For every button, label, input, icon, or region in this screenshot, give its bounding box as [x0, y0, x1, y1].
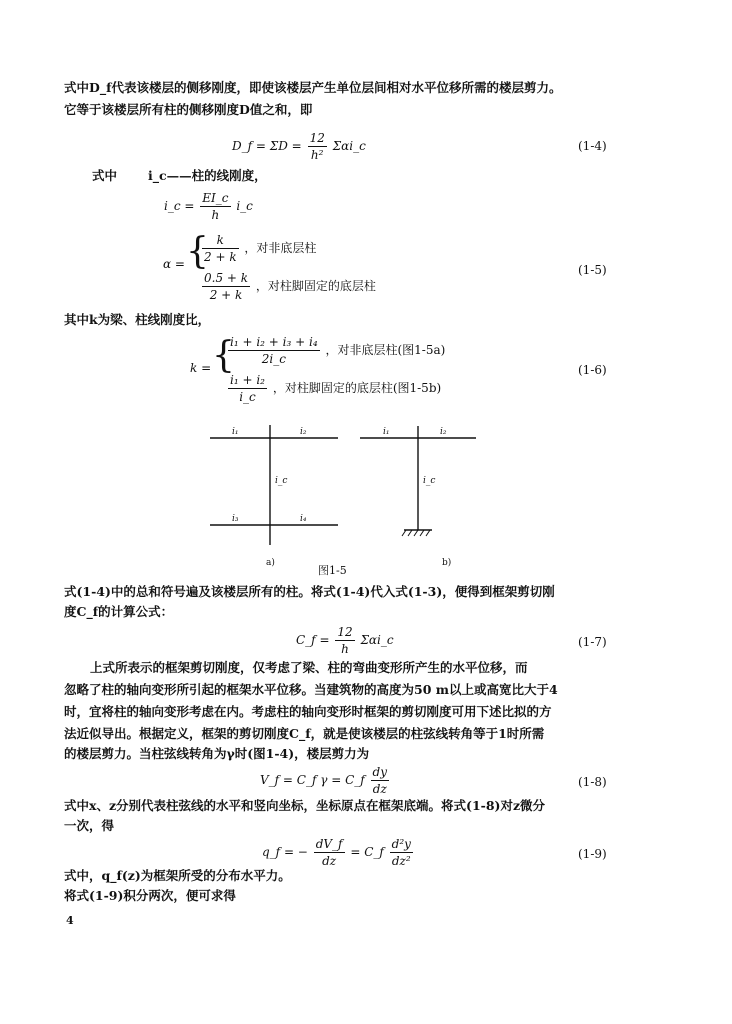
- fig-a-label-i1: i₁: [232, 427, 239, 437]
- equation-ic: [164, 190, 253, 223]
- paragraph-3-line-1: 上式所表示的框架剪切刚度，仅考虑了梁、柱的弯曲变形所产生的水平位移，而: [90, 660, 528, 675]
- paragraph-4-line-2: 一次，得: [64, 818, 115, 833]
- eq19-mid: = C_f: [350, 845, 384, 859]
- eq14-fraction: [308, 130, 327, 163]
- eq19-denominator-2: dz²: [391, 854, 411, 868]
- equation-number-1-7: (1-7): [578, 635, 607, 649]
- k-case-1: [226, 334, 445, 367]
- alpha2-numerator: 0.5 + k: [204, 271, 249, 285]
- alpha1-denominator: 2 + k: [204, 250, 237, 264]
- k-definition: 其中k为梁、柱线刚度比，: [64, 312, 211, 327]
- k-lhs: k =: [190, 361, 212, 375]
- alpha2-fraction: [202, 270, 250, 303]
- alpha-brace: {: [186, 231, 209, 272]
- alpha-lhs: α =: [163, 257, 185, 271]
- eq18-denominator: dz: [372, 782, 387, 796]
- fig-a-label-ic: i_c: [275, 476, 288, 486]
- equation-number-1-4: (1-4): [578, 139, 607, 153]
- eq14-denominator: h²: [310, 148, 324, 162]
- ic-definition: i_c——柱的线刚度，: [148, 168, 267, 183]
- equation-1-9: [262, 836, 415, 869]
- fig-b-label-i1: i₁: [383, 427, 390, 437]
- paragraph-3-line-5: 的楼层剪力。当柱弦线转角为γ时(图1-4)，楼层剪力为: [64, 746, 370, 761]
- eq17-fraction: [335, 624, 354, 657]
- fig-b-sublabel: b): [442, 558, 452, 568]
- eq19-denominator-1: dz: [322, 854, 337, 868]
- fig-b-label-ic: i_c: [423, 476, 436, 486]
- ic-numerator: EI_c: [202, 191, 229, 205]
- ic-fraction: [200, 190, 230, 223]
- alpha2-denominator: 2 + k: [209, 288, 243, 302]
- equation-number-1-9: (1-9): [578, 847, 607, 861]
- k1-fraction: [228, 334, 320, 367]
- eq14-numerator: 12: [309, 131, 325, 145]
- k1-numerator: i₁ + i₂ + i₃ + i₄: [230, 335, 318, 349]
- equation-number-1-5: (1-5): [578, 263, 607, 277]
- eq18-lhs: V_f = C_f γ = C_f: [260, 773, 365, 787]
- equation-1-8: [260, 764, 391, 797]
- paragraph-4-line-1: 式中x、z分别代表柱弦线的水平和竖向坐标，坐标原点在框架底端。将式(1-8)对z微分: [64, 798, 546, 813]
- ic-lhs: i_c =: [164, 199, 195, 213]
- eq18-numerator: dy: [372, 765, 388, 779]
- fig-a-label-i4: i₄: [300, 514, 307, 524]
- alpha1-condition: ，对非底层柱: [244, 241, 317, 255]
- fig-b-fixed-hatch: [402, 530, 430, 536]
- figure-caption: 图1-5: [318, 564, 347, 577]
- k2-condition: ，对柱脚固定的底层柱(图1-5b): [272, 381, 442, 395]
- alpha1-numerator: k: [202, 232, 239, 249]
- equation-number-1-6: (1-6): [578, 363, 607, 377]
- equation-number-1-8: (1-8): [578, 775, 607, 789]
- k1-condition: ，对非底层柱(图1-5a): [325, 343, 446, 357]
- k-case-2: [226, 372, 441, 405]
- ic-rhs: i_c: [236, 199, 253, 213]
- fig-b-label-i2: i₂: [440, 427, 447, 437]
- where-label: 式中: [92, 168, 118, 183]
- eq19-fraction-2: [390, 836, 413, 869]
- ic-denominator: h: [211, 208, 220, 222]
- paragraph-5-line-1: 式中，q_f(z)为框架所受的分布水平力。: [64, 868, 291, 883]
- paragraph-3-line-2: 忽略了柱的轴向变形所引起的框架水平位移。当建筑物的高度为50 m以上或高宽比大于4: [64, 682, 558, 697]
- fig-a-sublabel: a): [266, 558, 275, 568]
- k2-denominator: i_c: [239, 390, 256, 404]
- eq18-fraction: [371, 764, 389, 797]
- equation-1-4: [232, 130, 366, 163]
- eq19-fraction-1: [314, 836, 345, 869]
- eq14-rhs: Σαi_c: [332, 139, 366, 153]
- k1-denominator: 2i_c: [261, 352, 286, 366]
- paragraph-2-line-1: 式(1-4)中的总和符号遍及该楼层所有的柱。将式(1-4)代入式(1-3)，便得到框架剪切刚: [64, 584, 555, 599]
- paragraph-1-line-1: 式中D_f代表该楼层的侧移刚度，即使该楼层产生单位层间相对水平位移所需的楼层剪力。: [64, 80, 562, 95]
- equation-1-7: [296, 624, 394, 657]
- fig-a-label-i2: i₂: [300, 427, 307, 437]
- eq14-lhs: D_f = ΣD =: [232, 139, 302, 153]
- eq19-numerator-2: d²y: [391, 837, 411, 851]
- paragraph-2-line-2: 度C_f的计算公式：: [64, 604, 174, 619]
- alpha-case-2: [200, 270, 376, 303]
- alpha-case-1: [200, 232, 316, 265]
- paragraph-3-line-3: 时，宜将柱的轴向变形考虑在内。考虑柱的轴向变形时框架的剪切刚度可用下述比拟的方: [64, 704, 552, 719]
- eq17-rhs: Σαi_c: [360, 633, 394, 647]
- alpha1-fraction: [202, 232, 239, 265]
- alpha2-condition: ，对柱脚固定的底层柱: [255, 279, 376, 293]
- fig-a-label-i3: i₃: [232, 514, 239, 524]
- eq19-lhs: q_f = −: [262, 845, 308, 859]
- eq17-numerator: 12: [337, 625, 353, 639]
- page-number: 4: [66, 914, 74, 927]
- k-brace: {: [212, 335, 235, 376]
- k2-fraction: [228, 372, 267, 405]
- eq17-denominator: h: [341, 642, 349, 656]
- paragraph-1-line-2: 它等于该楼层所有柱的侧移刚度D值之和，即: [64, 102, 313, 117]
- paragraph-5-line-2: 将式(1-9)积分两次，便可求得: [64, 888, 236, 903]
- eq17-lhs: C_f =: [296, 633, 330, 647]
- paragraph-3-line-4: 法近似导出。根据定义，框架的剪切刚度C_f，就是使该楼层的柱弦线转角等于1时所需: [64, 726, 545, 741]
- eq19-numerator-1: dV_f: [315, 837, 343, 851]
- k2-numerator: i₁ + i₂: [230, 373, 265, 387]
